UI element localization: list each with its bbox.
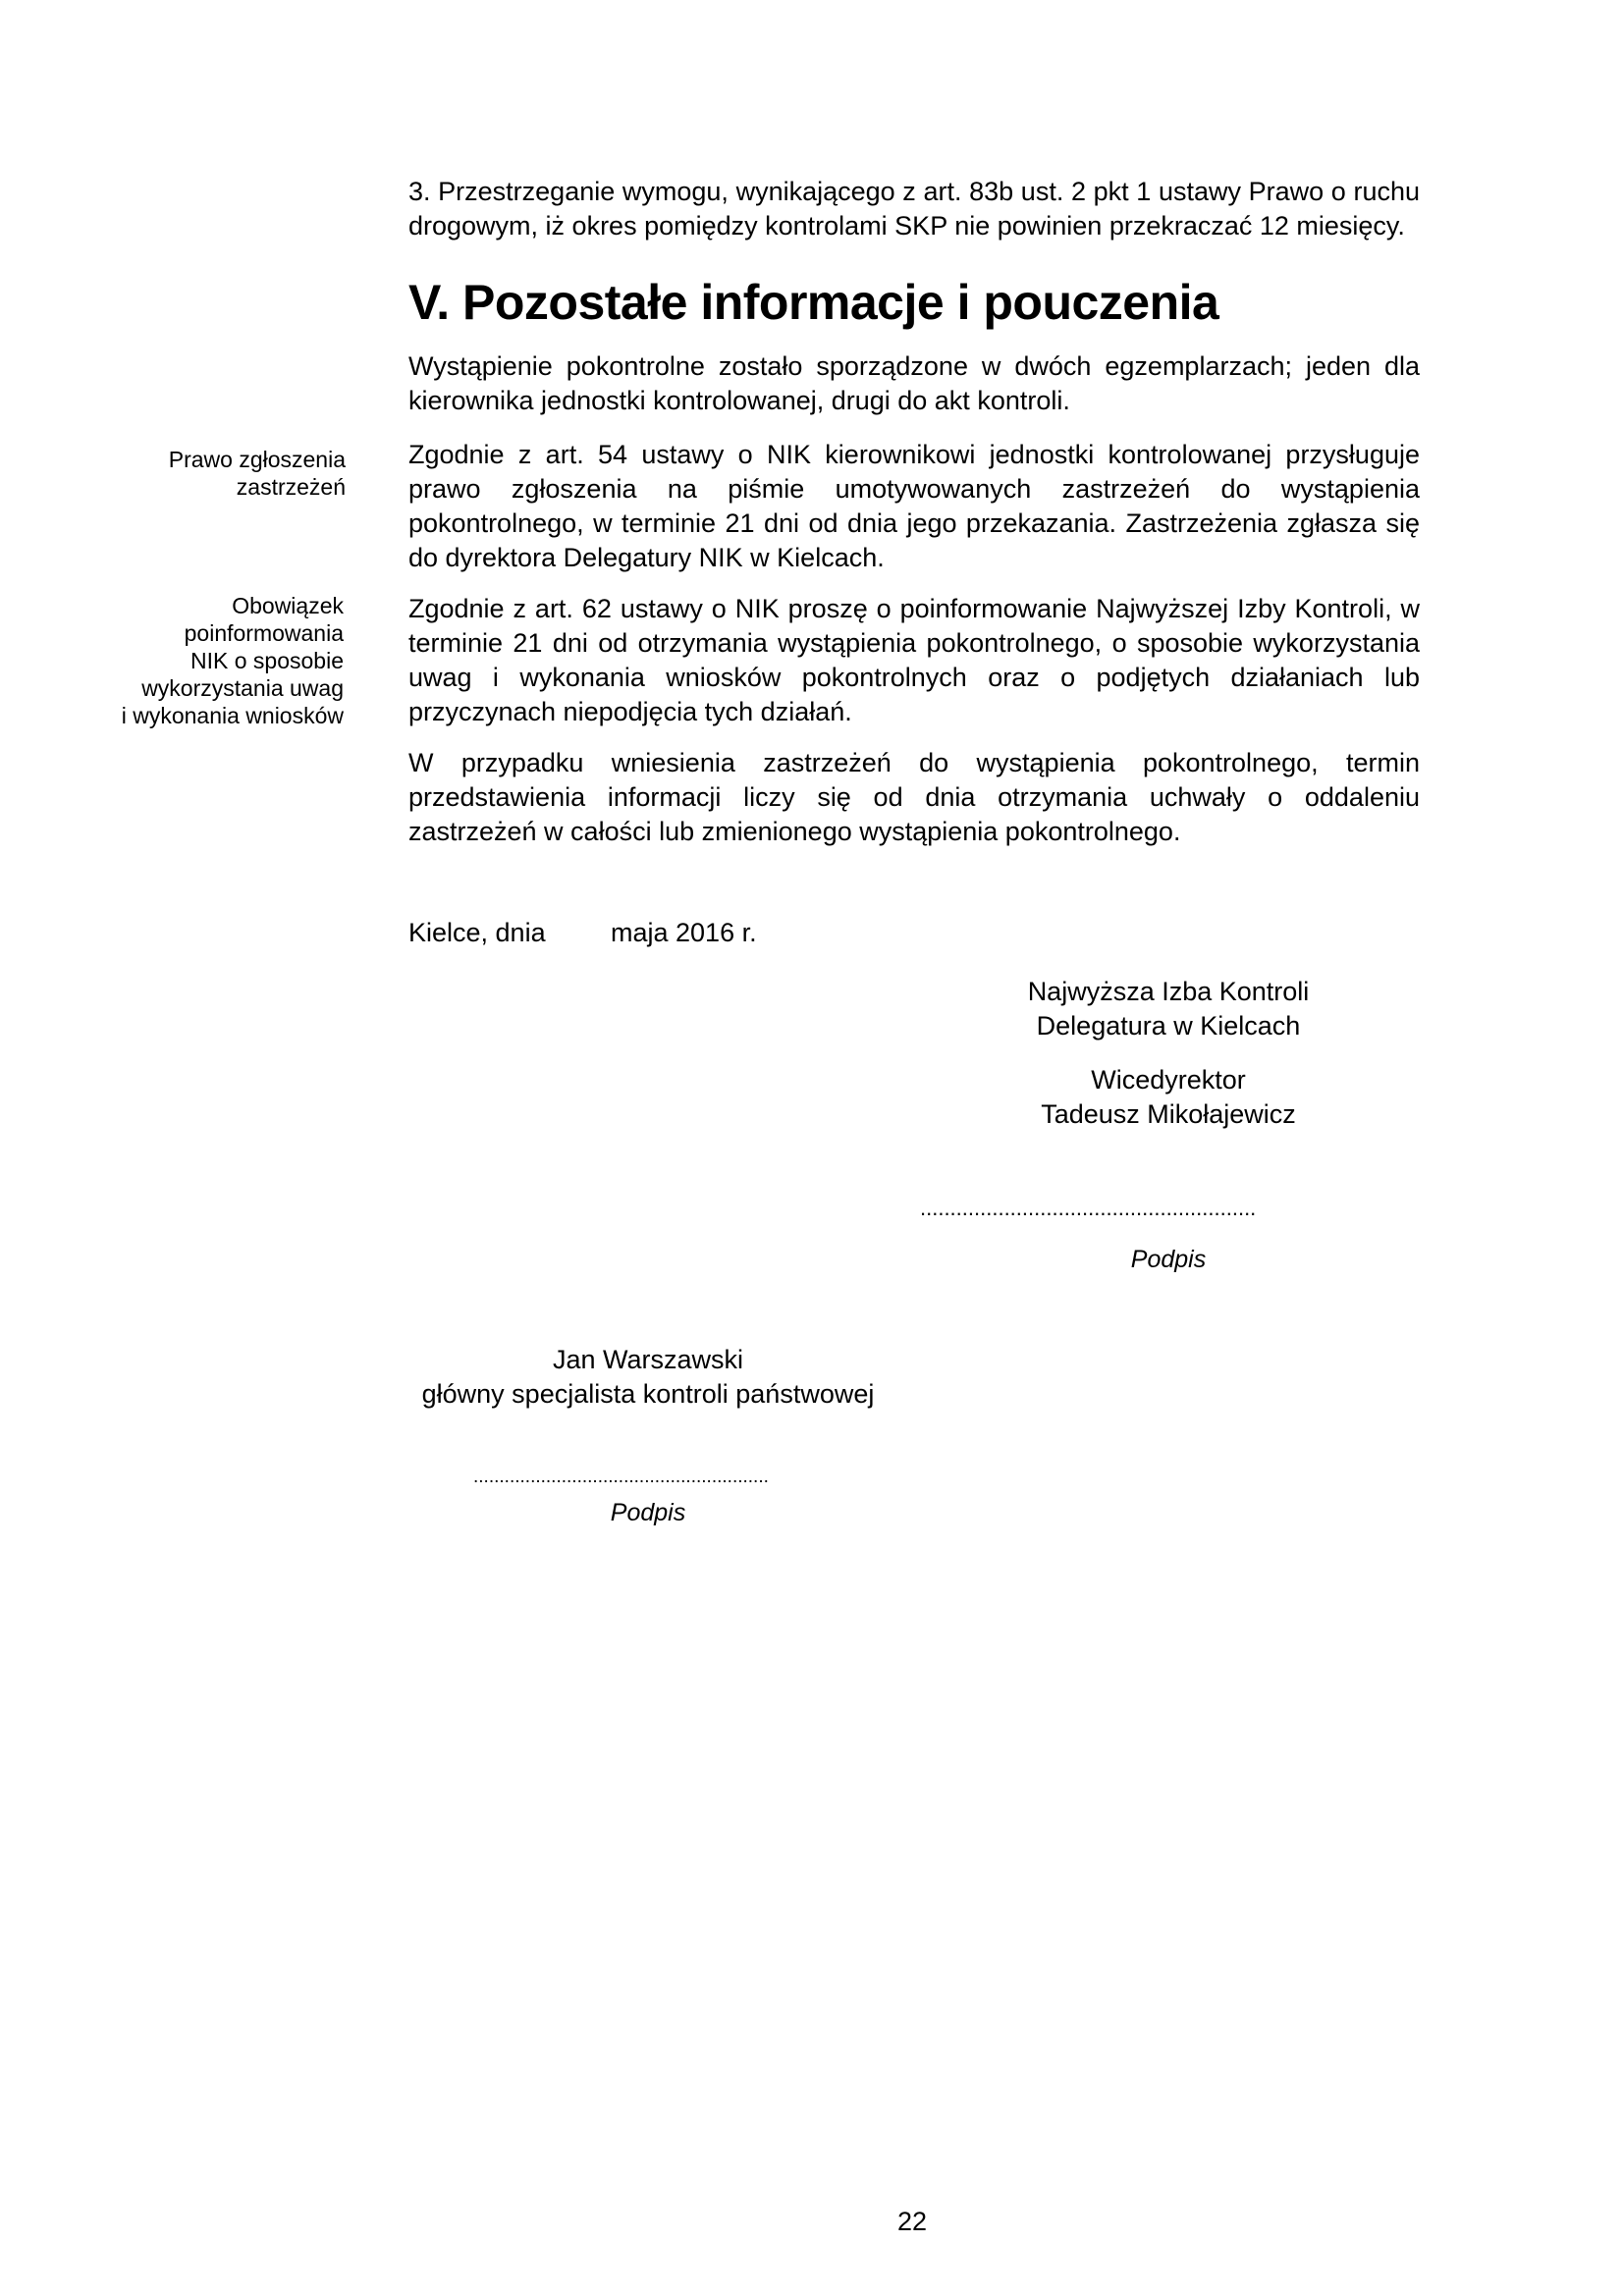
paragraph-copies: Wystąpienie pokontrolne zostało sporządzone w dwóch egzemplarzach; jeden dla kierownika jednostki kontrolowanej, drugi do akt kontroli. <box>408 351 1420 415</box>
date-place: Kielce, dnia <box>408 918 546 947</box>
signatory-title: Wicedyrektor <box>1091 1065 1246 1095</box>
page-number: 22 <box>896 2207 928 2236</box>
paragraph-objections-deadline: W przypadku wniesienia zastrzeżeń do wystąpienia pokontrolnego, termin przedstawienia informacji liczy się od dnia otrzymania uchwały o oddaleniu zastrzeżeń w całości lub zmienionego wystąpienia pokontrolnego. <box>408 748 1420 846</box>
signatory-title: główny specjalista kontroli państwowej <box>421 1379 875 1409</box>
margin-note-line: Obowiązek <box>232 593 344 618</box>
org-name: Najwyższa Izba Kontroli <box>1027 977 1310 1006</box>
margin-note-line: Prawo zgłoszenia <box>168 447 346 472</box>
org-branch: Delegatura w Kielcach <box>1036 1011 1301 1041</box>
date-month-year: maja 2016 r. <box>611 918 757 947</box>
signature-line-1: ........................................................ <box>920 1196 1257 1220</box>
paragraph-objections-right: Zgodnie z art. 54 ustawy o NIK kierownikowi jednostki kontrolowanej przysługuje prawo zgłoszenia na piśmie umotywowanych zastrzeżeń do wystąpienia pokontrolnego, w terminie 21 dni od dnia jego przekazania. Zastrzeżenia zgłasza się do dyrektora Delegatury NIK w Kielcach. <box>408 440 1420 572</box>
paragraph-information-obligation: Zgodnie z art. 62 ustawy o NIK proszę o poinformowanie Najwyższej Izby Kontroli, w terminie 21 dni od otrzymania wystąpienia pokontrolnego, o sposobie wykorzystania uwag i wykonania wniosków pokontrolnych oraz o podjętych działaniach lub przyczynach niepodjęcia tych działań. <box>408 594 1420 726</box>
signatory-name: Tadeusz Mikołajewicz <box>1041 1099 1296 1129</box>
margin-note-line: poinformowania <box>184 620 344 646</box>
signatory-2-person <box>393 1343 903 1412</box>
margin-note-line: NIK o sposobie <box>190 648 344 673</box>
date-line <box>408 916 757 950</box>
signatory-name: Jan Warszawski <box>552 1345 744 1374</box>
signatory-1-person <box>992 1063 1345 1132</box>
margin-note-information-obligation <box>88 592 344 729</box>
section-heading: V. Pozostałe informacje i pouczenia <box>408 275 1219 330</box>
paragraph-requirement-3: 3. Przestrzeganie wymogu, wynikającego z art. 83b ust. 2 pkt 1 ustawy Prawo o ruchu drogowym, iż okres pomiędzy kontrolami SKP nie powinien przekraczać 12 miesięcy. <box>408 177 1420 240</box>
signature-label-1: Podpis <box>1130 1246 1207 1273</box>
margin-note-line: zastrzeżeń <box>236 474 346 500</box>
margin-note-objections <box>90 446 346 501</box>
signature-label-2: Podpis <box>610 1499 686 1526</box>
margin-note-line: i wykonania wniosków <box>121 703 344 728</box>
margin-note-line: wykorzystania uwag <box>141 675 344 701</box>
signatory-1-organization <box>992 975 1345 1043</box>
signature-line-2: ......................................................... <box>473 1467 769 1487</box>
